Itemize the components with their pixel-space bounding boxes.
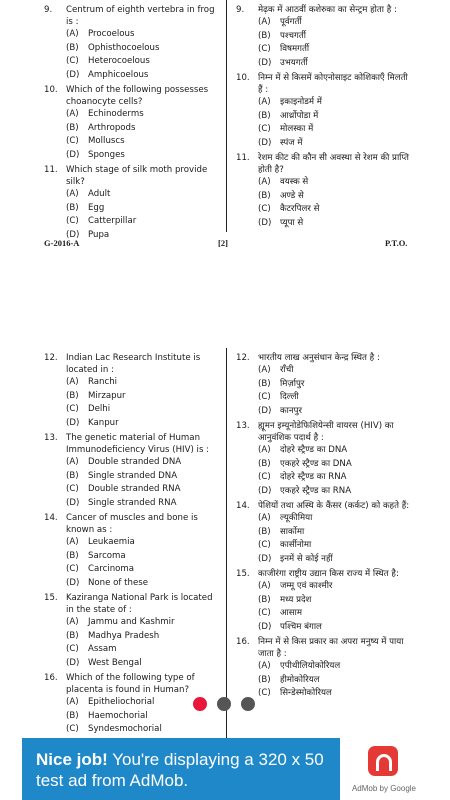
option-letter: (A) xyxy=(258,661,271,671)
option-text: दोहरे स्ट्रैण्ड का DNA xyxy=(280,445,348,455)
option-text: उभयगर्ती xyxy=(280,57,308,68)
option-letter: (C) xyxy=(66,56,79,66)
option-letter: (C) xyxy=(258,472,271,482)
answer-option xyxy=(236,203,412,217)
question-stem xyxy=(44,4,216,28)
question-number: 15. xyxy=(236,569,250,579)
question-number: 10. xyxy=(236,73,250,83)
question xyxy=(236,500,412,566)
option-letter: (D) xyxy=(258,553,272,564)
page2-english-column xyxy=(44,352,216,739)
option-letter: (A) xyxy=(66,189,79,199)
question xyxy=(236,352,412,418)
question-text: निम्न में से किसमें कोएनोसाइट कोशिकाएँ मिलती हैं : xyxy=(258,73,408,95)
option-text: मध्य प्रदेश xyxy=(280,594,312,605)
option-text: None of these xyxy=(88,577,149,588)
option-text: Catterpillar xyxy=(88,216,137,226)
question xyxy=(236,636,412,701)
question xyxy=(44,432,216,510)
option-text: Single stranded RNA xyxy=(88,497,177,508)
option-text: Ranchi xyxy=(88,377,118,387)
option-text: Echinoderms xyxy=(88,109,144,119)
ad-logo-box[interactable] xyxy=(340,738,428,800)
option-letter: (D) xyxy=(258,217,272,228)
option-letter: (C) xyxy=(258,688,271,698)
option-letter: (B) xyxy=(66,390,79,401)
option-letter: (D) xyxy=(258,405,272,416)
option-letter: (C) xyxy=(66,484,79,494)
option-text: Jammu and Kashmir xyxy=(88,617,175,627)
option-text: Procoelous xyxy=(88,29,135,39)
question-number: 13. xyxy=(236,421,250,431)
question xyxy=(44,4,216,82)
question xyxy=(236,152,412,230)
question-text: Which stage of silk moth provide silk? xyxy=(66,165,208,187)
answer-option xyxy=(44,108,216,122)
page-dot-active[interactable] xyxy=(193,697,207,711)
question-number: 12. xyxy=(236,353,250,363)
option-letter: (C) xyxy=(258,204,271,214)
option-letter: (D) xyxy=(66,229,80,240)
option-letter: (A) xyxy=(66,457,79,467)
answer-option xyxy=(236,137,412,151)
option-letter: (B) xyxy=(258,30,271,41)
question-text: ह्यूमन इम्यूनोडेफिशियेन्सी वायरस (HIV) का आनुवंशिक पदार्थ है : xyxy=(258,421,394,443)
option-letter: (C) xyxy=(66,136,79,146)
option-letter: (B) xyxy=(258,458,271,469)
page-indicator[interactable] xyxy=(193,697,255,711)
answer-option xyxy=(236,364,412,378)
column-divider xyxy=(226,348,227,738)
question-text: The genetic material of Human Immunodeficiency Virus (HIV) is : xyxy=(66,433,210,455)
page1-hindi-column xyxy=(236,4,412,232)
option-letter: (B) xyxy=(258,110,271,121)
question-number: 9. xyxy=(236,5,245,15)
answer-option xyxy=(44,483,216,497)
question-stem xyxy=(236,352,412,364)
option-letter: (B) xyxy=(66,202,79,213)
option-letter: (D) xyxy=(66,417,80,428)
question-number: 10. xyxy=(44,85,58,95)
answer-option xyxy=(236,378,412,392)
answer-option xyxy=(236,580,412,594)
answer-option xyxy=(44,202,216,216)
page-dot[interactable] xyxy=(217,697,231,711)
question xyxy=(236,4,412,70)
question-text: रेशम कीट की कौन सी अवस्था से रेशम की प्राप्ति होती है? xyxy=(258,153,409,175)
option-letter: (B) xyxy=(258,378,271,389)
option-letter: (C) xyxy=(258,608,271,618)
exam-page-2 xyxy=(0,348,450,738)
option-text: पश्चगर्ती xyxy=(280,30,306,41)
pto-label: P.T.O. xyxy=(385,238,408,248)
option-letter: (B) xyxy=(258,594,271,605)
answer-option xyxy=(44,497,216,511)
page2-hindi-column xyxy=(236,352,412,703)
option-text: कार्सीनोमा xyxy=(280,540,312,550)
question xyxy=(44,672,216,737)
page1-english-column xyxy=(44,4,216,244)
answer-option xyxy=(236,485,412,499)
exam-page-1 xyxy=(0,0,450,255)
option-letter: (B) xyxy=(66,122,79,133)
question xyxy=(236,72,412,150)
option-letter: (D) xyxy=(66,497,80,508)
option-text: पूर्वगर्ती xyxy=(280,17,302,27)
option-text: आर्थ्रोपोडा में xyxy=(280,110,319,121)
option-letter: (D) xyxy=(66,149,80,160)
option-letter: (C) xyxy=(66,724,79,734)
option-text: पश्चिम बंगाल xyxy=(280,621,322,632)
page-number: [2] xyxy=(218,238,228,248)
question-number: 16. xyxy=(44,673,58,683)
option-letter: (A) xyxy=(66,377,79,387)
answer-option xyxy=(236,471,412,485)
question-text: Kaziranga National Park is located in the state of : xyxy=(66,593,213,615)
answer-option xyxy=(236,217,412,231)
option-text: कैटरपिलर से xyxy=(280,204,320,214)
question-stem xyxy=(44,672,216,696)
answer-option xyxy=(44,390,216,404)
question xyxy=(44,512,216,590)
option-text: इनमें से कोई नहीं xyxy=(280,553,333,564)
option-text: राँची xyxy=(280,365,294,375)
option-text: कानपुर xyxy=(280,405,302,416)
question-text: भारतीय लाख अनुसंधान केन्द्र स्थित है : xyxy=(258,353,380,363)
question-text: Cancer of muscles and bone is known as : xyxy=(66,513,198,535)
option-text: स्पंज में xyxy=(280,137,303,148)
answer-option xyxy=(44,536,216,550)
question xyxy=(44,164,216,242)
answer-option xyxy=(236,391,412,405)
question-text: निम्न में से किस प्रकार का अपरा मनुष्य में पाया जाता है : xyxy=(258,637,404,659)
option-text: Carcinoma xyxy=(88,564,135,574)
option-letter: (A) xyxy=(66,537,79,547)
answer-option xyxy=(236,43,412,57)
option-letter: (B) xyxy=(66,550,79,561)
option-letter: (A) xyxy=(66,617,79,627)
question xyxy=(236,568,412,634)
option-text: Molluscs xyxy=(88,136,125,146)
question-text: Centrum of eighth vertebra in frog is : xyxy=(66,5,215,27)
answer-option xyxy=(236,405,412,419)
answer-option xyxy=(236,458,412,472)
option-text: Pupa xyxy=(88,229,110,240)
option-letter: (B) xyxy=(66,470,79,481)
answer-option xyxy=(44,149,216,163)
question-text: Which of the following type of placenta is found in Human? xyxy=(66,673,195,695)
question-number: 14. xyxy=(236,501,250,511)
option-text: जम्मू एवं काश्मीर xyxy=(280,581,333,591)
question xyxy=(44,592,216,670)
option-letter: (A) xyxy=(258,445,271,455)
option-letter: (C) xyxy=(66,644,79,654)
answer-option xyxy=(44,723,216,737)
answer-option xyxy=(236,444,412,458)
option-text: दोहरे स्ट्रैण्ड का RNA xyxy=(280,472,347,482)
option-letter: (A) xyxy=(258,177,271,187)
question-number: 11. xyxy=(236,153,250,163)
answer-option xyxy=(44,403,216,417)
option-text: एकहरे स्ट्रैण्ड का DNA xyxy=(280,458,352,469)
question-number: 11. xyxy=(44,165,58,175)
option-text: Madhya Pradesh xyxy=(88,630,160,641)
option-text: Sponges xyxy=(88,149,125,160)
question-stem xyxy=(236,4,412,16)
option-text: सार्कोमा xyxy=(280,526,305,537)
option-text: Assam xyxy=(88,644,117,654)
question-number: 16. xyxy=(236,637,250,647)
answer-option xyxy=(44,28,216,42)
option-letter: (A) xyxy=(66,697,79,707)
option-text: Haemochorial xyxy=(88,710,148,721)
option-letter: (A) xyxy=(258,365,271,375)
option-letter: (A) xyxy=(258,513,271,523)
question-text: Indian Lac Research Institute is located in : xyxy=(66,353,201,375)
option-letter: (C) xyxy=(258,44,271,54)
question-text: पेशियों तथा अस्थि के कैंसर (कर्कट) को कहते हैं: xyxy=(258,501,410,511)
answer-option xyxy=(44,417,216,431)
option-letter: (B) xyxy=(258,190,271,201)
answer-option xyxy=(44,135,216,149)
page-dot[interactable] xyxy=(241,697,255,711)
option-text: हीमोकोरियल xyxy=(280,674,320,685)
answer-option xyxy=(44,122,216,136)
option-text: ल्यूकीमिया xyxy=(280,513,313,523)
option-letter: (B) xyxy=(66,42,79,53)
option-text: Leukaemia xyxy=(88,537,135,547)
answer-option xyxy=(236,176,412,190)
option-letter: (D) xyxy=(258,137,272,148)
answer-option xyxy=(236,57,412,71)
answer-option xyxy=(44,215,216,229)
option-text: इकाइनोडर्म में xyxy=(280,97,322,107)
option-text: Delhi xyxy=(88,404,111,414)
ad-text[interactable]: Nice job! You're displaying a 320 x 50 test ad from AdMob. xyxy=(36,750,324,790)
answer-option xyxy=(236,16,412,30)
question xyxy=(44,352,216,430)
option-text: एकहरे स्ट्रैण्ड का RNA xyxy=(280,485,352,496)
answer-option xyxy=(236,123,412,137)
option-letter: (C) xyxy=(66,564,79,574)
question-stem xyxy=(44,164,216,188)
option-letter: (C) xyxy=(258,124,271,134)
question-stem xyxy=(236,500,412,512)
question-stem xyxy=(44,592,216,616)
answer-option xyxy=(44,456,216,470)
question xyxy=(44,84,216,162)
option-text: प्यूपा से xyxy=(280,217,304,228)
option-text: Sarcoma xyxy=(88,550,126,561)
option-letter: (A) xyxy=(258,17,271,27)
option-letter: (B) xyxy=(66,710,79,721)
option-letter: (D) xyxy=(66,69,80,80)
answer-option xyxy=(44,55,216,69)
option-letter: (B) xyxy=(258,526,271,537)
answer-option xyxy=(236,30,412,44)
answer-option xyxy=(236,674,412,688)
question-stem xyxy=(236,636,412,660)
question-stem xyxy=(236,568,412,580)
option-text: Double stranded DNA xyxy=(88,457,182,467)
option-text: Mirzapur xyxy=(88,390,126,401)
option-text: Arthropods xyxy=(88,122,136,133)
question-stem xyxy=(44,352,216,376)
question-number: 13. xyxy=(44,433,58,443)
option-letter: (C) xyxy=(66,216,79,226)
option-text: Syndesmochorial xyxy=(88,724,162,734)
option-text: Amphicoelous xyxy=(88,69,149,80)
option-text: Heterocoelous xyxy=(88,56,150,66)
option-letter: (A) xyxy=(66,29,79,39)
admob-banner[interactable] xyxy=(22,738,428,800)
answer-option xyxy=(236,621,412,635)
answer-option xyxy=(44,696,216,710)
page-code: G-2016-A xyxy=(44,238,80,248)
option-text: वयस्क से xyxy=(280,177,309,187)
option-text: Single stranded DNA xyxy=(88,470,178,481)
admob-logo-icon xyxy=(368,746,398,776)
option-text: Double stranded RNA xyxy=(88,484,181,494)
option-text: एपीथीलियोकोरियल xyxy=(280,661,341,671)
option-text: West Bengal xyxy=(88,657,142,668)
answer-option xyxy=(236,539,412,553)
option-text: मिर्ज़ापुर xyxy=(280,378,305,389)
answer-option xyxy=(44,470,216,484)
answer-option xyxy=(44,188,216,202)
option-letter: (B) xyxy=(66,630,79,641)
column-divider xyxy=(226,0,227,232)
question-stem xyxy=(44,432,216,456)
question-text: Which of the following possesses choanocyte cells? xyxy=(66,85,209,107)
question-text: काजीरंगा राष्ट्रीय उद्यान किस राज्य में स्थित है: xyxy=(258,569,399,579)
answer-option xyxy=(236,687,412,701)
option-letter: (C) xyxy=(66,404,79,414)
answer-option xyxy=(236,96,412,110)
option-letter: (D) xyxy=(66,657,80,668)
question-stem xyxy=(236,152,412,176)
option-letter: (A) xyxy=(66,109,79,119)
question-stem xyxy=(44,512,216,536)
answer-option xyxy=(44,710,216,724)
answer-option xyxy=(44,643,216,657)
answer-option xyxy=(44,550,216,564)
option-letter: (D) xyxy=(258,485,272,496)
option-text: Adult xyxy=(88,189,111,199)
option-text: Kanpur xyxy=(88,417,119,428)
option-text: Epitheliochorial xyxy=(88,697,155,707)
answer-option xyxy=(236,512,412,526)
answer-option xyxy=(44,563,216,577)
answer-option xyxy=(44,616,216,630)
option-text: मोलस्का में xyxy=(280,124,314,134)
option-text: विषमगर्ती xyxy=(280,44,310,54)
answer-option xyxy=(236,660,412,674)
answer-option xyxy=(236,607,412,621)
answer-option xyxy=(44,42,216,56)
option-letter: (C) xyxy=(258,540,271,550)
option-text: Ophisthocoelous xyxy=(88,42,160,53)
answer-option xyxy=(236,553,412,567)
answer-option xyxy=(44,376,216,390)
answer-option xyxy=(236,526,412,540)
question-text: मेढ़क में आठवीं कशेरुका का सेन्ट्रम होता है : xyxy=(258,5,397,15)
answer-option xyxy=(236,110,412,124)
answer-option xyxy=(44,630,216,644)
answer-option xyxy=(44,657,216,671)
option-text: दिल्ली xyxy=(280,392,299,402)
question-number: 15. xyxy=(44,593,58,603)
option-text: सिन्डेस्मोकोरियल xyxy=(280,688,332,698)
option-text: अण्डे से xyxy=(280,190,304,201)
question-number: 9. xyxy=(44,5,53,15)
question xyxy=(236,420,412,498)
question-number: 14. xyxy=(44,513,58,523)
option-letter: (C) xyxy=(258,392,271,402)
option-letter: (D) xyxy=(258,57,272,68)
option-letter: (A) xyxy=(258,97,271,107)
answer-option xyxy=(44,577,216,591)
question-stem xyxy=(236,420,412,444)
option-letter: (B) xyxy=(258,674,271,685)
question-stem xyxy=(44,84,216,108)
answer-option xyxy=(44,69,216,83)
option-letter: (D) xyxy=(258,621,272,632)
option-letter: (D) xyxy=(66,577,80,588)
ad-caption: AdMob by Google xyxy=(351,784,417,793)
option-text: Egg xyxy=(88,202,105,213)
option-letter: (A) xyxy=(258,581,271,591)
answer-option xyxy=(236,190,412,204)
option-text: आसाम xyxy=(280,608,302,618)
answer-option xyxy=(236,594,412,608)
question-stem xyxy=(236,72,412,96)
question-number: 12. xyxy=(44,353,58,363)
